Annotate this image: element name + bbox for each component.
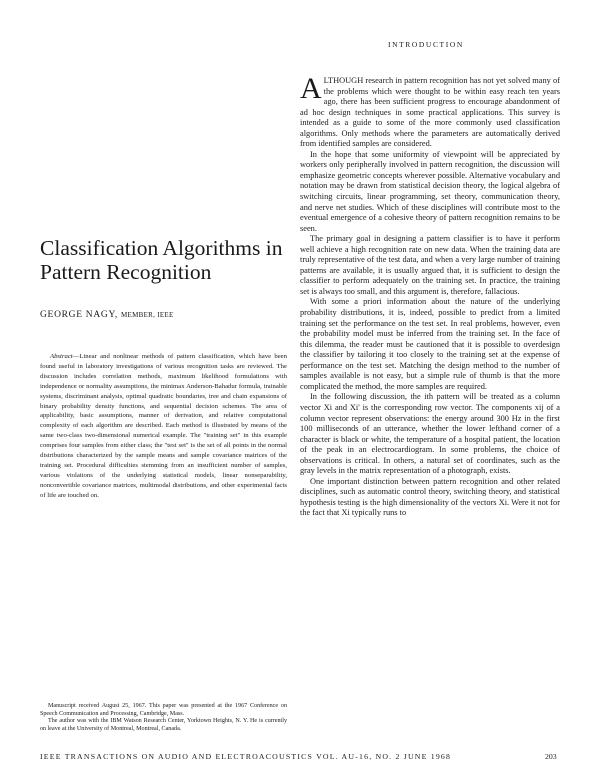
body-paragraph-1 bbox=[300, 72, 560, 150]
body-text-column bbox=[300, 72, 560, 519]
body-paragraph-6: One important distinction between pattern recognition and other related disciplines, such as automatic control theory, switching theory, and statistical hypothesis testing is the high dimensionality of the vectors Xi. Were it not for the fact that Xi typically runs to bbox=[300, 476, 560, 518]
body-paragraph-2: In the hope that some uniformity of viewpoint will be appreciated by workers only peripherally involved in pattern recognition, the discussion will emphasize geometric concepts wherever possible. Alternative vocabulary and notation may be drawn from statistical decision theory, the logical algebra of switching circuits, linear programming, set theory, communication theory, and nerve net studies. Which of these disciplines will contribute most to the eventual emergence of a cohesive theory of pattern recognition remains to be seen. bbox=[300, 149, 560, 233]
journal-footer: IEEE TRANSACTIONS ON AUDIO AND ELECTROACOUSTICS VOL. AU-16, NO. 2 JUNE 1968 bbox=[40, 752, 452, 761]
paper-title: Classification Algorithms in Pattern Recognition bbox=[40, 236, 283, 284]
body-paragraph-5: In the following discussion, the ith pattern will be treated as a column vector Xi and Xi' is the corresponding row vector. The components xij of a column vector represent observations: the energy around 300 Hz in the first 100 milliseconds of an utterance, whether the lower lefthand corner of a character is black or white, the temperature of a hospital patient, the location of the peak in an electrocardiogram. In some problems, the choice of observations is critical. In others, a natural set of coordinates, such as the gray levels in the matrix representation of a photograph, exists. bbox=[300, 392, 560, 476]
footnote-manuscript: Manuscript received August 25, 1967. This paper was presented at the 1967 Conference on Speech Communication and Processing, Cambridge, Mass. bbox=[40, 703, 287, 717]
page-number: 203 bbox=[545, 752, 557, 761]
author-name: GEORGE NAGY, bbox=[40, 310, 118, 320]
abstract-text: —Linear and nonlinear methods of pattern classification, which have been found useful in laboratory investigations of various recognition tasks are reviewed. The discussion includes correlation methods, maximum likelihood formulations with independence or normality assumptions, the minimax Anderson-Bahadur formula, trainable systems, discriminant analysis, optimal quadratic boundaries, tree and chain expansions of binary probability density functions, and sequential decision schemes. The area of applicability, basic assumptions, manner of derivation, and relative computational complexity of each algorithm are described. Each method is illustrated by means of the same two-class two-dimensional numerical example. The "training set" in this example comprises four samples from either class; the "test set" is the set of all points in the normal distributions characterized by the sample means and sample covariance matrices of the training set. Procedural difficulties stemming from an insufficient number of samples, various violations of the underlying statistical models, linear nonseparability, nonconvertible covariance matrices, multimodal distributions, and other experimental facts of life are touched on. bbox=[40, 353, 287, 499]
author-line bbox=[40, 310, 174, 320]
abstract bbox=[40, 352, 287, 501]
body-paragraph-3: The primary goal in designing a pattern classifier is to have it perform well achieve a high recognition rate on new data. When the training data are truly representative of the test data, and when a very large number of training patterns are available, it is usually argued that, it is sufficient to design the classifier to perform adequately on the training set. In practice, the training set is always too small, and this argument is, therefore, fallacious. bbox=[300, 234, 560, 296]
footnote-affiliation: The author was with the IBM Watson Research Center, Yorktown Heights, N. Y. He is currently on leave at the University of Montreal, Montreal, Canada. bbox=[40, 718, 287, 732]
body-paragraph-4: With some a priori information about the nature of the underlying probability distributions, it is, indeed, possible to predict from a limited training set the performance on the test set. In real problems, however, even the probability model must be inferred from the training set. In the face of this dilemma, the reader must be cautioned that it is possible to overdesign the classifier by tailoring it too closely to the training set at the expense of performance on the test set. Matching the design method to the number of samples available is not easy, but a simple rule of thumb is that the more complicated the method, the more samples are required. bbox=[300, 297, 560, 391]
abstract-label: Abstract bbox=[50, 353, 73, 360]
footnotes bbox=[40, 703, 287, 733]
author-membership: MEMBER, IEEE bbox=[120, 311, 174, 319]
drop-cap-letter: A bbox=[300, 72, 322, 105]
section-heading: INTRODUCTION bbox=[388, 40, 464, 49]
body-paragraph-1-text: LTHOUGH research in pattern recognition has not yet solved many of the problems which were thought to be within easy reach ten years ago, there has been sufficient progress to encourage abandonment of ad hoc design techniques in some practical applications. This survey is intended as a guide to some of the more commonly used classification algorithms. Only methods where the parameters are automatically derived from identified samples are considered. bbox=[300, 76, 560, 149]
